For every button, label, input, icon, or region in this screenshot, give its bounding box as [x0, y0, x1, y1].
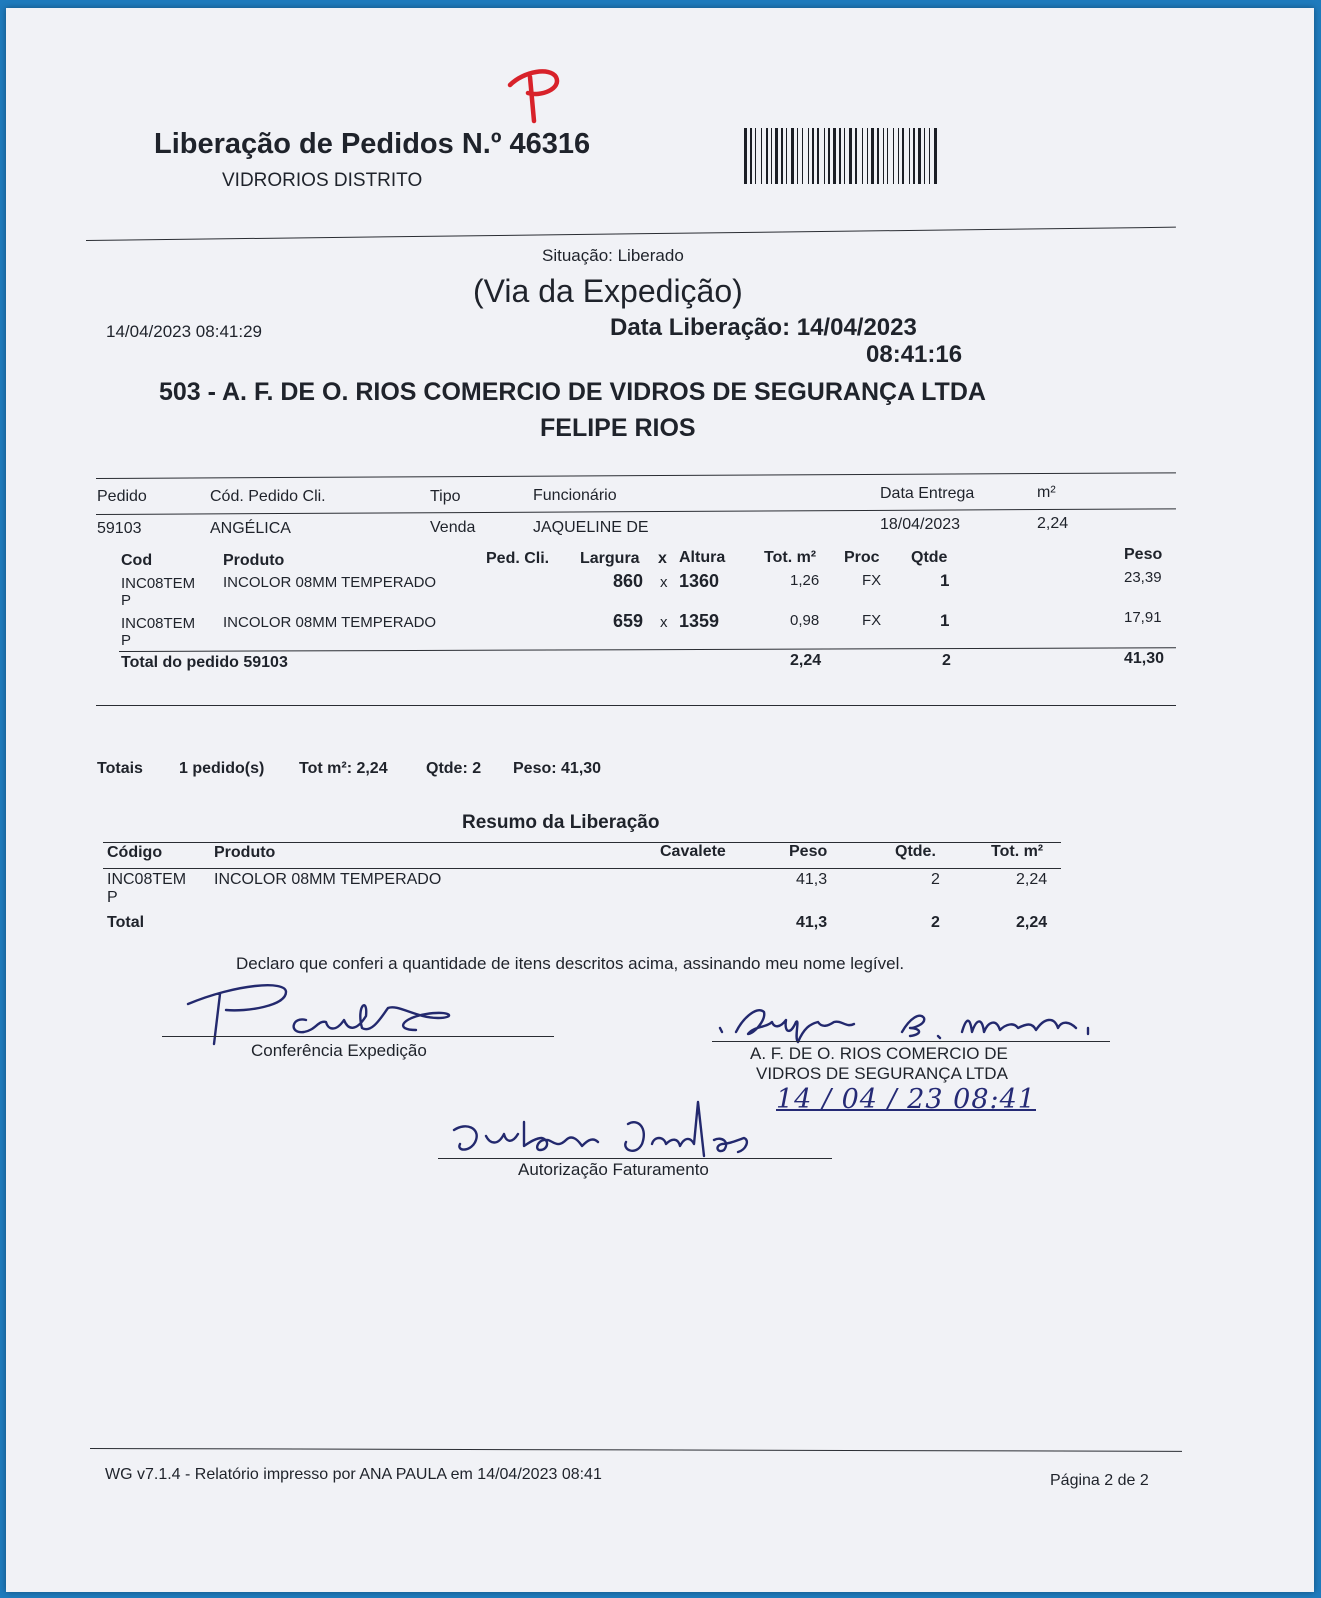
item-1-proc: FX	[862, 572, 882, 589]
summary-codigo: INC08TEM	[107, 871, 187, 888]
summary-label-peso: Peso	[789, 843, 828, 860]
summary-header-rule	[103, 868, 1061, 869]
totals-pedidos: 1 pedido(s)	[179, 760, 265, 777]
item-label-x: x	[658, 550, 667, 567]
order-total-label: Total do pedido 59103	[121, 654, 288, 671]
item-1-x: x	[660, 574, 668, 591]
order-label-tipo: Tipo	[430, 488, 461, 505]
summary-tot-m2: 2,24	[1016, 871, 1048, 888]
item-label-qtde: Qtde	[911, 549, 948, 566]
summary-label-cavalete: Cavalete	[660, 843, 726, 860]
item-2-qtde: 1	[940, 611, 950, 630]
item-2-largura: 659	[613, 611, 644, 631]
summary-total-tot-m2: 2,24	[1016, 914, 1048, 931]
item-2-proc: FX	[862, 612, 882, 629]
item-1-cod-cont: P	[121, 592, 132, 609]
item-label-peso: Peso	[1124, 546, 1163, 563]
item-1-qtde: 1	[940, 571, 950, 590]
summary-title: Resumo da Liberação	[462, 812, 660, 833]
totals-peso: Peso: 41,30	[513, 760, 602, 777]
totals-m2: Tot m²: 2,24	[299, 760, 388, 777]
declaration-text: Declaro que conferi a quantidade de itens descritos acima, assinando meu nome legível.	[236, 954, 905, 973]
order-total-m2: 2,24	[790, 652, 822, 669]
signature-autorizacao	[446, 1100, 766, 1166]
summary-total-qtde: 2	[931, 914, 940, 931]
signature-label-autorizacao: Autorização Faturamento	[518, 1160, 709, 1179]
header-divider	[86, 227, 1176, 241]
item-1-altura: 1360	[679, 571, 720, 591]
barcode	[744, 128, 940, 184]
summary-peso: 41,3	[796, 871, 828, 888]
signature-line-cliente	[712, 1041, 1110, 1042]
order-tipo: Venda	[430, 519, 476, 536]
signature-line-autorizacao	[438, 1158, 832, 1159]
printed-timestamp: 14/04/2023 08:41:29	[106, 322, 262, 341]
item-label-proc: Proc	[844, 549, 880, 566]
signature-label-cliente-2: VIDROS DE SEGURANÇA LTDA	[756, 1064, 1008, 1083]
totals-label: Totais	[97, 760, 143, 777]
client-contact: FELIPE RIOS	[540, 414, 696, 442]
order-top-rule	[96, 472, 1176, 479]
release-time: 08:41:16	[866, 341, 963, 368]
item-2-cod-cont: P	[121, 632, 132, 649]
item-label-largura: Largura	[580, 550, 640, 567]
item-2-altura: 1359	[679, 611, 720, 631]
document-sheet	[6, 8, 1314, 1592]
summary-total-label: Total	[107, 914, 145, 931]
order-label-pedido: Pedido	[97, 488, 147, 505]
copy-type-title: (Via da Expedição)	[473, 273, 743, 309]
item-2-peso: 17,91	[1124, 609, 1162, 626]
order-total-peso: 41,30	[1124, 650, 1165, 667]
order-pedido: 59103	[97, 520, 142, 537]
item-label-ped-cli: Ped. Cli.	[486, 550, 550, 567]
summary-codigo-cont: P	[107, 889, 118, 906]
items-total-rule	[119, 647, 1176, 652]
item-2-cod: INC08TEM	[121, 615, 196, 632]
signature-line-conferencia	[162, 1036, 554, 1037]
summary-qtde: 2	[931, 871, 940, 888]
company-name: VIDRORIOS DISTRITO	[222, 170, 423, 191]
item-2-produto: INCOLOR 08MM TEMPERADO	[223, 614, 437, 631]
order-m2: 2,24	[1037, 515, 1069, 532]
item-1-cod: INC08TEM	[121, 575, 196, 592]
signature-label-cliente-1: A. F. DE O. RIOS COMERCIO DE	[750, 1044, 1008, 1063]
order-label-m2: m²	[1037, 484, 1056, 501]
footer-printed-by: WG v7.1.4 - Relatório impresso por ANA PAULA em 14/04/2023 08:41	[105, 1466, 602, 1483]
signature-label-conferencia: Conferência Expedição	[251, 1041, 427, 1060]
client-name: 503 - A. F. DE O. RIOS COMERCIO DE VIDROS DE SEGURANÇA LTDA	[159, 378, 986, 406]
item-1-largura: 860	[613, 571, 644, 591]
release-date: Data Liberação: 14/04/2023	[610, 314, 917, 341]
item-label-tot-m2: Tot. m²	[764, 549, 817, 566]
situation-text: Situação: Liberado	[542, 246, 684, 265]
item-label-cod: Cod	[121, 552, 153, 569]
order-header-rule	[96, 508, 1176, 515]
summary-total-peso: 41,3	[796, 914, 828, 931]
footer-rule	[90, 1448, 1182, 1452]
item-1-peso: 23,39	[1124, 569, 1162, 586]
summary-label-codigo: Código	[107, 844, 163, 861]
footer-page-number: Página 2 de 2	[1050, 1472, 1149, 1489]
order-total-qtde: 2	[942, 652, 951, 669]
order-label-funcionario: Funcionário	[533, 487, 617, 504]
summary-label-produto: Produto	[214, 844, 276, 861]
order-bottom-rule	[96, 705, 1176, 706]
item-2-x: x	[660, 614, 668, 631]
item-1-tot-m2: 1,26	[790, 572, 820, 589]
order-data-entrega: 18/04/2023	[880, 516, 961, 533]
order-label-data-entrega: Data Entrega	[880, 485, 975, 502]
handwritten-p-mark	[506, 63, 566, 125]
handwritten-date: 14 / 04 / 23 08:41	[776, 1084, 1036, 1115]
document-title: Liberação de Pedidos N.º 46316	[154, 128, 591, 160]
summary-label-tot-m2: Tot. m²	[991, 843, 1044, 860]
item-1-produto: INCOLOR 08MM TEMPERADO	[223, 574, 437, 591]
summary-produto: INCOLOR 08MM TEMPERADO	[214, 871, 442, 888]
totals-qtde: Qtde: 2	[426, 760, 482, 777]
order-funcionario: JAQUELINE DE	[533, 519, 649, 536]
order-label-cod-cli: Cód. Pedido Cli.	[210, 488, 326, 505]
item-2-tot-m2: 0,98	[790, 612, 820, 629]
summary-label-qtde: Qtde.	[895, 843, 936, 860]
item-label-altura: Altura	[679, 549, 726, 566]
order-cod-cli: ANGÉLICA	[210, 520, 291, 537]
item-label-produto: Produto	[223, 552, 285, 569]
